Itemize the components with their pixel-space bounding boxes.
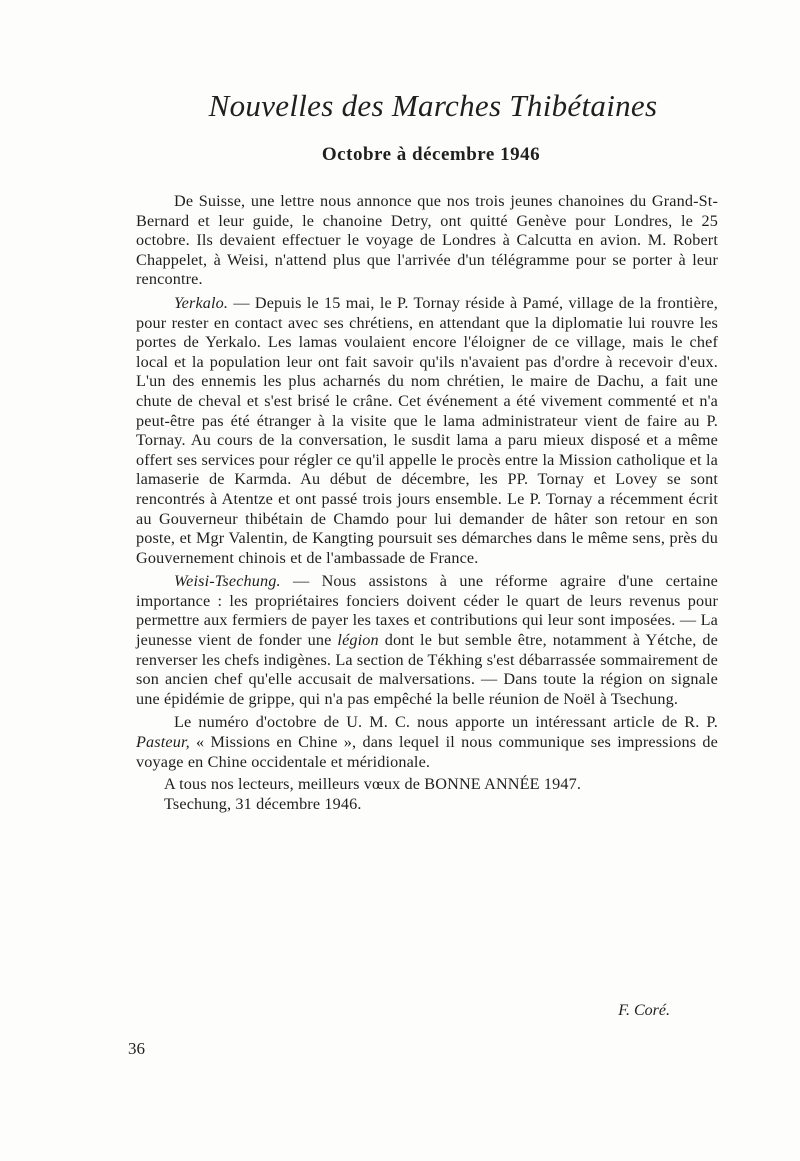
- paragraph-yerkalo-lead: Yerkalo.: [174, 293, 229, 312]
- paragraph-yerkalo-text: — Depuis le 15 mai, le P. Tornay réside à Pamé, village de la frontière, pour rester en contact avec ses chrétiens, en attendant que la diplomatie lui rouvre les portes de Yerkalo. Les lamas voulaient encore l'éloigner de ce village, mais le chef local et la population leur ont fait savoir qu'ils n'avaient pas d'ordre à recevoir d'eux. L'un des ennemis les plus acharnés du nom chrétien, le maire de Dachu, a fait une chute de cheval et s'est brisé le crâne. Cet événement a été vivement commenté et n'a peut-être pas été étranger à la visite que le lama administrateur vient de faire au P. Tornay. Au cours de la conversation, le susdit lama a paru mieux disposé et a même offert ses services pour régler ce qu'il appelle le procès entre la Mission catholique et la lamaserie de Karmda. Au début de décembre, les PP. Tornay et Lovey se sont rencontrés à Atentze et ont passé trois jours ensemble. Le P. Tornay a récemment écrit au Gouverneur thibétain de Chamdo pour lui demander de hâter son retour en son poste, et Mgr Valentin, de Kangting poursuit ses démarches dans le même sens, près du Gouvernement chinois et de l'ambassade de France.: [136, 293, 718, 567]
- paragraph-umc-text-b: « Missions en Chine », dans lequel il nous communique ses impressions de voyage en Chine occidentale et méridionale.: [136, 733, 718, 771]
- paragraph-yerkalo: [136, 294, 718, 568]
- paragraph-weisi-emphasis: légion: [337, 631, 379, 650]
- paragraph-umc-text-a: Le numéro d'octobre de U. M. C. nous apporte un intéressant article de R. P.: [174, 713, 718, 732]
- page-number: 36: [128, 1039, 145, 1058]
- author-signature: F. Coré.: [618, 1002, 670, 1019]
- paragraph-weisi-text-a: — Nous assistons à une réforme agraire d'une certaine importance : les propriétaires fonciers doivent céder le quart de leurs revenus pour permettre aux fermiers de payer les taxes et contributions qui leur sont imposées. — La jeunesse vient de fonder une: [136, 572, 718, 650]
- paragraph-umc: [136, 713, 718, 772]
- paragraph-weisi: [136, 572, 718, 709]
- paragraph-umc-emphasis: Pasteur,: [136, 733, 190, 752]
- paragraph-weisi-lead: Weisi-Tsechung.: [174, 572, 281, 591]
- article-subtitle: Octobre à décembre 1946: [321, 144, 541, 165]
- paragraph-suisse: De Suisse, une lettre nous annonce que nos trois jeunes chanoines du Grand-St-Bernard et leur guide, le chanoine Detry, ont quitté Genève pour Londres, le 25 octobre. Ils devaient effectuer le voyage de Londres à Calcutta en avion. M. Robert Chappelet, à Weisi, n'attend plus que l'arrivée d'un télégramme pour se porter à leur rencontre.: [136, 192, 718, 289]
- paragraph-weisi-text-b: dont le but semble être, notamment à Yétche, de renverser les chefs indigènes. La section de Tékhing s'est débarrassée sommairement de son ancien chef qu'elle accusait de malversations. — Dans toute la région on signale une épidémie de grippe, qui n'a pas empêché la belle réunion de Noël à Tsechung.: [136, 631, 718, 708]
- place-date-line: Tsechung, 31 décembre 1946.: [164, 794, 362, 813]
- greeting-line: A tous nos lecteurs, meilleurs vœux de BONNE ANNÉE 1947.: [164, 775, 582, 794]
- article-body: [136, 192, 718, 814]
- article-title: Nouvelles des Marches Thibétaines: [208, 88, 658, 123]
